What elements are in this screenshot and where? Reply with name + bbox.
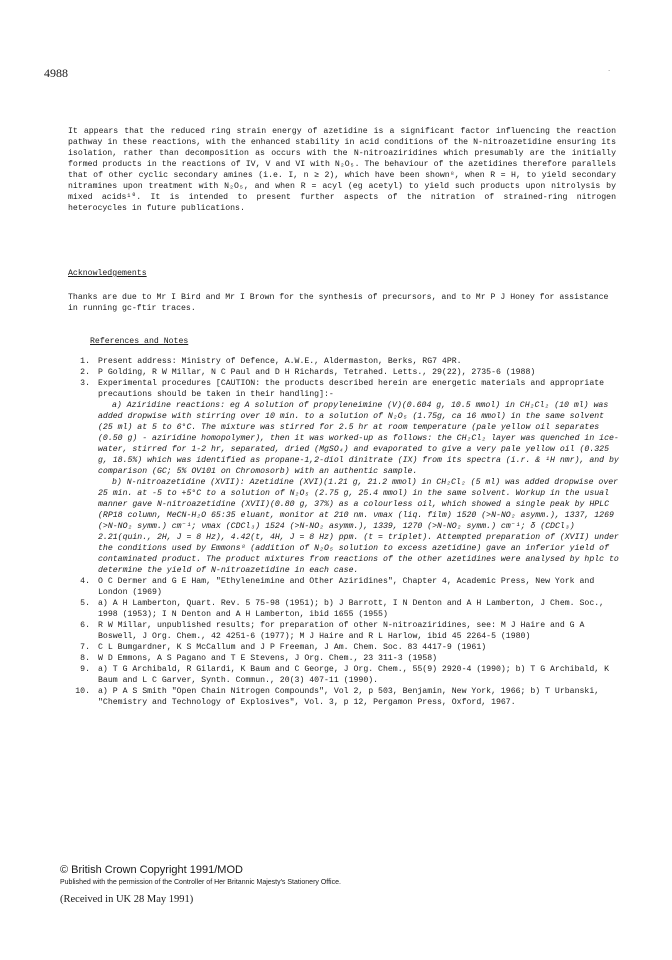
- reference-number: 6.: [80, 621, 90, 630]
- reference-list: [64, 356, 620, 708]
- reference-text: C L Bumgardner, K S McCallum and J P Freeman, J Am. Chem. Soc. 83 4417-9 (1961): [98, 643, 487, 652]
- reference-item: [64, 367, 620, 378]
- experimental-part-b: b) N-nitroazetidine (XVII): Azetidine (XVI)(1.21 g, 21.2 mmol) in CH₂Cl₂ (5 ml) was added dropwise over 25 min. at -5 to +5°C to a solution of N₂O₅ (2.75 g, 25.4 mmol) in the same solvent. Workup in the usual manner gave N-nitroazetidine (XVII)(0.80 g, 37%) as a colourless oil, which showed a single peak by HPLC (RP18 column, MeCN-H₂O 65:35 eluant, monitor at 210 nm. νmax (liq. film) 1520 (>N-NO₂ asymm.), 1337, 1269 (>N-NO₂ symm.) cm⁻¹; νmax (CDCl₃) 1524 (>N-NO₂ asymm.), 1339, 1270 (>N-NO₂ symm.) cm⁻¹; δ (CDCl₃) 2.21(quin., 2H, J = 8 Hz), 4.42(t, 4H, J = 8 Hz) ppm. (t = triplet). Attempted preparation of (XVII) under the conditions used by Emmons⁸ (addition of N₂O₅ solution to excess azetidine) gave an inferior yield of contaminated product. The product mixtures from reactions of the other azetidines were analysed by hplc to determine the yield of N-nitroazetidine in each case.: [98, 478, 619, 575]
- reference-number: 8.: [80, 654, 90, 663]
- reference-number: 7.: [80, 643, 90, 652]
- corner-mark: .: [608, 64, 611, 73]
- reference-item: [64, 576, 620, 598]
- references-heading: References and Notes: [90, 337, 189, 346]
- reference-item: [64, 653, 620, 664]
- page-number: 4988: [44, 66, 68, 80]
- reference-number: 10.: [75, 687, 90, 696]
- permission-notice: Published with the permission of the Controller of Her Britannic Majesty's Stationery Office.: [60, 879, 341, 886]
- reference-number: 1.: [80, 357, 90, 366]
- received-date: (Received in UK 28 May 1991): [60, 894, 194, 905]
- acknowledgements-heading: Acknowledgements: [68, 269, 147, 278]
- copyright-notice: © British Crown Copyright 1991/MOD: [60, 864, 243, 876]
- reference-text: a) T G Archibald, R Gilardi, K Baum and C George, J Org. Chem., 55(9) 2920-4 (1990); b) T G Archibald, K Baum and L C Garver, Synth. Commun., 20(3) 407-11 (1990).: [98, 665, 609, 685]
- reference-number: 4.: [80, 577, 90, 586]
- reference-item: [64, 664, 620, 686]
- experimental-part-a: a) Aziridine reactions: eg A solution of propyleneimine (V)(0.604 g, 10.5 mmol) in CH₂Cl₂ (10 ml) was added dropwise with stirring over 10 min. to a solution of N₂O₅ (1.75g, ca 16 mmol) in the same solvent (25 ml) at 5 to 6°C. The mixture was stirred for 2.5 hr at room temperature (pale yellow oil separates (0.50 g) - aziridine homopolymer), then it was worked-up as follows: the CH₂Cl₂ layer was quenched in ice-water, stirred for 1-2 hr, separated, dried (MgSO₄) and evaporated to give a very pale yellow oil (0.325 g, 18.5%) which was identified as propane-1,2-diol dinitrate (IX) from its spectra (i.r. & ¹H nmr), and by comparison (GC; 5% OV101 on Chromosorb) with an authentic sample.: [98, 401, 619, 476]
- reference-number: 2.: [80, 368, 90, 377]
- reference-item: [64, 686, 620, 708]
- reference-text: a) P A S Smith "Open Chain Nitrogen Compounds", Vol 2, p 503, Benjamin, New York, 1966; b) T Urbanski, "Chemistry and Technology of Explosives", Vol. 3, p 12, Pergamon Press, Oxford, 1967.: [98, 687, 600, 707]
- reference-number: 9.: [80, 665, 90, 674]
- reference-number: 5.: [80, 599, 90, 608]
- reference-item: [64, 598, 620, 620]
- intro-paragraph: It appears that the reduced ring strain energy of azetidine is a significant factor influencing the reaction pathway in these reactions, with the enhanced stability in acid conditions of the N-nitroazetidine ensuring its isolation, rather than decomposition as occurs with the N-nitroaziridines which presumably are the initially formed products in the reactions of IV, V and VI with N₂O₅. The behaviour of the azetidines therefore parallels that of other cyclic secondary amines (i.e. I, n ≥ 2), which have been shown⁸, when R = H, to yield secondary nitramines upon treatment with N₂O₅, and when R = acyl (eg acetyl) to yield such products upon nitrolysis by mixed acids¹⁰. It is intended to present further aspects of the nitration of strained-ring nitrogen heterocycles in future publications.: [68, 127, 616, 213]
- reference-text: a) A H Lamberton, Quart. Rev. 5 75-98 (1951); b) J Barrott, I N Denton and A H Lamberton, J Chem. Soc., 1998 (1953); I N Denton and A H Lamberton, ibid 1655 (1955): [98, 599, 605, 619]
- reference-text: P Golding, R W Millar, N C Paul and D H Richards, Tetrahed. Letts., 29(22), 2735-6 (1988): [98, 368, 536, 377]
- reference-number: 3.: [80, 379, 90, 388]
- reference-text: W D Emmons, A S Pagano and T E Stevens, J Org. Chem., 23 311-3 (1958): [98, 654, 438, 663]
- reference-item: [64, 642, 620, 653]
- reference-item: [64, 378, 620, 576]
- reference-item: [64, 620, 620, 642]
- experimental-intro: Experimental procedures [CAUTION: the products described herein are energetic materials and appropriate precautions should be taken in their handling]:-: [98, 379, 605, 399]
- reference-text: Present address: Ministry of Defence, A.W.E., Aldermaston, Berks, RG7 4PR.: [98, 357, 462, 366]
- reference-text: O C Dermer and G E Ham, "Ethyleneimine and Other Aziridines", Chapter 4, Academic Press, New York and London (1969): [98, 577, 595, 597]
- reference-text: [98, 378, 620, 576]
- reference-item: [64, 356, 620, 367]
- acknowledgements-text: Thanks are due to Mr I Bird and Mr I Brown for the synthesis of precursors, and to Mr P J Honey for assistance in running gc-ftir traces.: [68, 293, 609, 313]
- reference-text: R W Millar, unpublished results; for preparation of other N-nitroaziridines, see: M J Haire and G A Boswell, J Org. Chem., 42 4251-6 (1977); M J Haire and R L Harlow, ibid 45 2264-5 (1980): [98, 621, 585, 641]
